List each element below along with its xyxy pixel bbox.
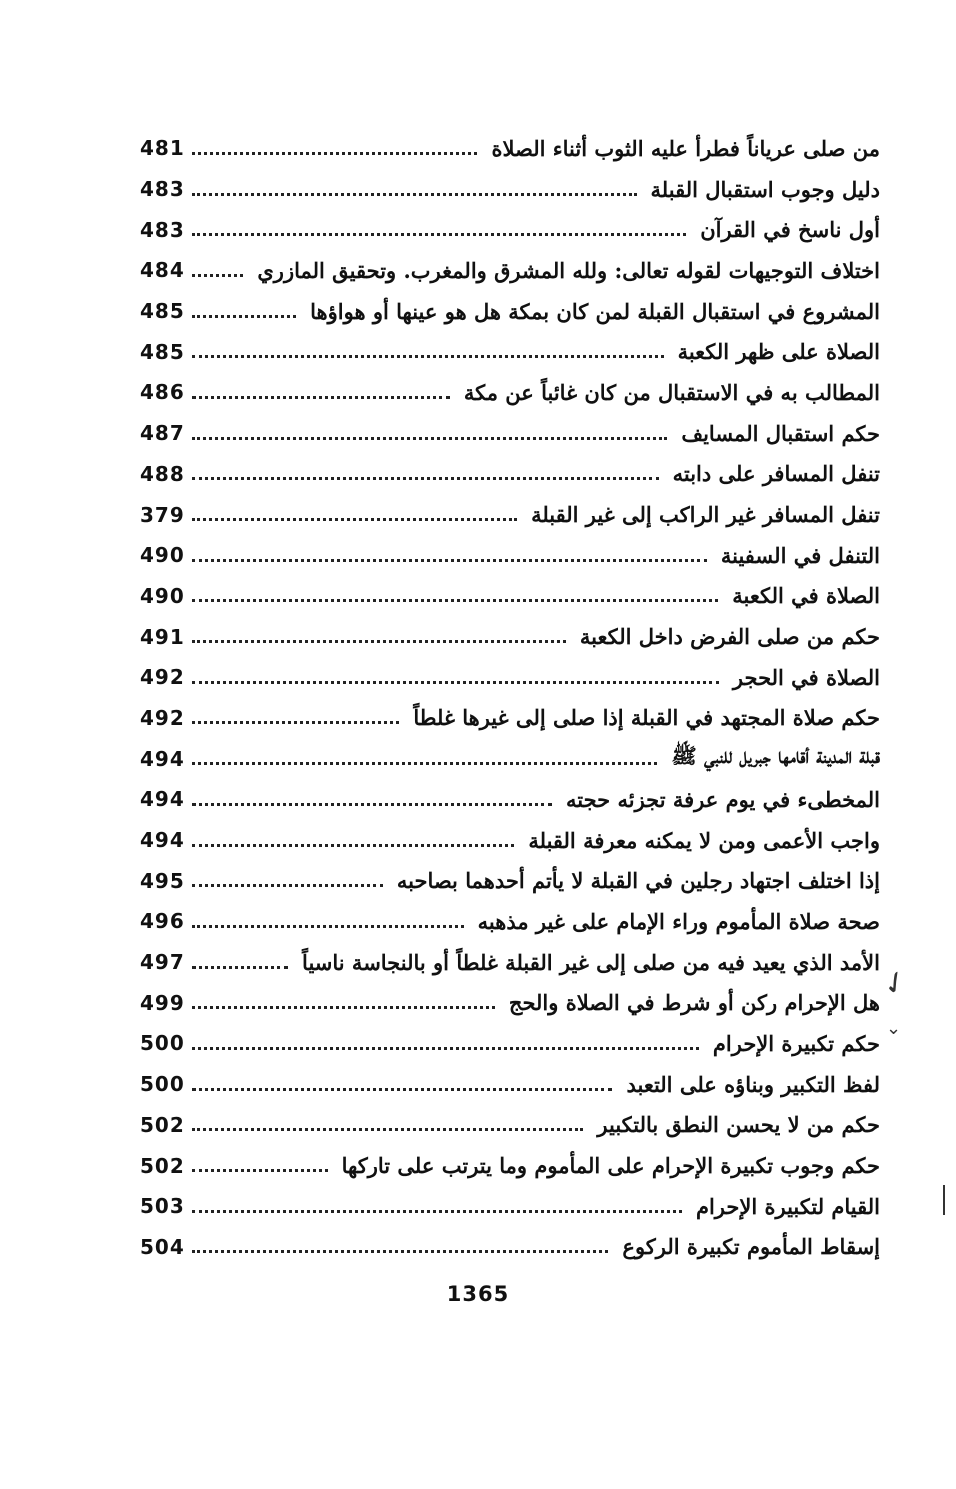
toc-page-number: 497 (140, 950, 185, 975)
dot-leader (192, 681, 719, 684)
dot-leader (192, 721, 399, 724)
toc-entry-title: حكم صلاة المجتهد في القبلة إذا صلى إلى غيرها غلطاً (413, 705, 880, 731)
toc-entry-title: الصلاة في الحجر (732, 664, 880, 690)
toc-entry-title: من صلى عرياناً فطرأ عليه الثوب أثناء الصلاة (491, 135, 880, 161)
toc-entry-title: تنفل المسافر على دابته (672, 461, 880, 487)
toc-page-number: 494 (140, 746, 185, 771)
toc-page-number: 490 (140, 543, 185, 568)
toc-entry (140, 372, 880, 413)
toc-entry-title: أول ناسخ في القرآن (700, 217, 880, 243)
toc-entry (140, 616, 880, 657)
toc-entry (140, 128, 880, 169)
toc-page-number: 496 (140, 909, 185, 934)
dot-leader (192, 559, 707, 562)
toc-entry-title: حكم من صلى الفرض داخل الكعبة (579, 624, 880, 650)
toc-entry (140, 413, 880, 454)
toc-page-number: 492 (140, 665, 185, 690)
toc-entry (140, 820, 880, 861)
toc-page-number: 502 (140, 1153, 185, 1178)
dot-leader (192, 844, 514, 847)
toc-entry (140, 454, 880, 495)
toc-page-number: 494 (140, 828, 185, 853)
dot-leader (192, 966, 288, 969)
toc-entry (140, 1023, 880, 1064)
toc-entry-title: هل الإحرام ركن أو شرط في الصلاة والحج (508, 990, 880, 1016)
dot-leader (192, 233, 686, 236)
toc-page-number: 488 (140, 461, 185, 486)
toc-entry-title: لفظ التكبير وبناؤه على التعبد (626, 1071, 880, 1097)
toc-page-number: 500 (140, 1072, 185, 1097)
toc-entry (140, 901, 880, 942)
toc-entry-title: إذا اختلف اجتهاد رجلين في القبلة لا يأتم أحدهما بصاحبه (396, 868, 880, 894)
toc-entry-title: المطالب به في الاستقبال من كان غائباً عن مكة (463, 379, 880, 405)
toc-entry-title: المشروع في استقبال القبلة لمن كان بمكة هل هو عينها أو هواؤها (310, 298, 880, 324)
dot-leader (192, 1047, 699, 1050)
dot-leader (192, 1088, 612, 1091)
dot-leader (192, 315, 296, 318)
dot-leader (192, 518, 517, 521)
dot-leader (192, 193, 637, 196)
toc-entry-title: التنفل في السفينة (720, 542, 880, 568)
dot-leader (192, 355, 664, 358)
dot-leader (192, 1210, 682, 1213)
toc-entry-title: الصلاة في الكعبة (732, 583, 880, 609)
toc-page-number: 492 (140, 705, 185, 730)
toc-entry (140, 982, 880, 1023)
dot-leader (192, 274, 243, 277)
toc-entry (140, 291, 880, 332)
toc-entry (140, 209, 880, 250)
dot-leader (192, 599, 718, 602)
toc-page-number: 502 (140, 1112, 185, 1137)
toc-page-number: 494 (140, 787, 185, 812)
handwritten-margin-stroke (943, 1185, 945, 1215)
handwritten-tick-mark: ⌄ (886, 1018, 902, 1039)
toc-entry (140, 1227, 880, 1268)
toc-entry-title: الصلاة على ظهر الكعبة (677, 339, 880, 365)
toc-entry-title: قبلة المدينة أقامها جبريل للنبي ﷺ (671, 743, 880, 769)
toc-entry-title: اختلاف التوجيهات لقوله تعالى: ولله المشرق والمغرب. وتحقيق المازري (257, 257, 880, 283)
dot-leader (192, 152, 477, 155)
toc-page-number: 484 (140, 258, 185, 283)
table-of-contents (140, 128, 880, 1267)
toc-entry-title: حكم من لا يحسن النطق بالتكبير (597, 1112, 880, 1138)
toc-page-number: 504 (140, 1234, 185, 1259)
toc-entry-title: تنفل المسافر غير الراكب إلى غير القبلة (531, 502, 880, 528)
dot-leader (192, 803, 552, 806)
toc-entry (140, 942, 880, 983)
toc-page-number: 503 (140, 1194, 185, 1219)
dot-leader (192, 925, 464, 928)
toc-entry-title: دليل وجوب استقبال القبلة (650, 176, 880, 202)
toc-entry (140, 1105, 880, 1146)
toc-page-number: 499 (140, 990, 185, 1015)
toc-entry-title: صحة صلاة المأموم وراء الإمام على غير مذهبه (477, 908, 880, 934)
toc-entry (140, 494, 880, 535)
dot-leader (192, 762, 657, 765)
toc-entry (140, 169, 880, 210)
dot-leader (192, 884, 383, 887)
dot-leader (192, 1250, 608, 1253)
toc-page-number: 490 (140, 583, 185, 608)
toc-page-number: 500 (140, 1031, 185, 1056)
dot-leader (192, 640, 566, 643)
toc-entry (140, 535, 880, 576)
toc-entry-title: الأمد الذي يعيد فيه من صلى إلى غير القبلة غلطاً أو بالنجاسة ناسياً (302, 949, 880, 975)
dot-leader (192, 396, 450, 399)
toc-entry (140, 1186, 880, 1227)
dot-leader (192, 1169, 328, 1172)
toc-page-number: 481 (140, 136, 185, 161)
toc-page-number: 483 (140, 177, 185, 202)
toc-entry-title: حكم وجوب تكبيرة الإحرام على المأموم وما يترتب على تاركها (341, 1153, 880, 1179)
toc-page-number: 483 (140, 217, 185, 242)
toc-entry (140, 738, 880, 779)
toc-page-number: 485 (140, 339, 185, 364)
toc-entry (140, 250, 880, 291)
toc-page-number: 487 (140, 421, 185, 446)
toc-page-number: 495 (140, 868, 185, 893)
toc-entry-title: حكم تكبيرة الإحرام (712, 1030, 880, 1056)
toc-page-number: 491 (140, 624, 185, 649)
dot-leader (192, 1006, 495, 1009)
toc-entry (140, 331, 880, 372)
toc-page-number: 485 (140, 299, 185, 324)
toc-entry (140, 1145, 880, 1186)
toc-entry-title: واجب الأعمى ومن لا يمكنه معرفة القبلة (528, 827, 880, 853)
dot-leader (192, 477, 659, 480)
page-number: 1365 (446, 1282, 510, 1306)
toc-page-number: 486 (140, 380, 185, 405)
toc-entry-title: القيام لتكبيرة الإحرام (695, 1193, 880, 1219)
toc-entry-title: إسقاط المأموم تكبيرة الركوع (622, 1234, 880, 1260)
dot-leader (192, 437, 667, 440)
toc-entry (140, 576, 880, 617)
toc-page-number: 379 (140, 502, 185, 527)
toc-entry-title: حكم استقبال المسايف (681, 420, 880, 446)
toc-entry (140, 1064, 880, 1105)
toc-entry (140, 698, 880, 739)
toc-entry-title: المخطىء في يوم عرفة تجزئه حجته (566, 786, 880, 812)
toc-entry (140, 657, 880, 698)
dot-leader (192, 1128, 583, 1131)
toc-entry (140, 779, 880, 820)
toc-entry (140, 860, 880, 901)
handwritten-check-mark: ✓ (875, 962, 916, 1005)
